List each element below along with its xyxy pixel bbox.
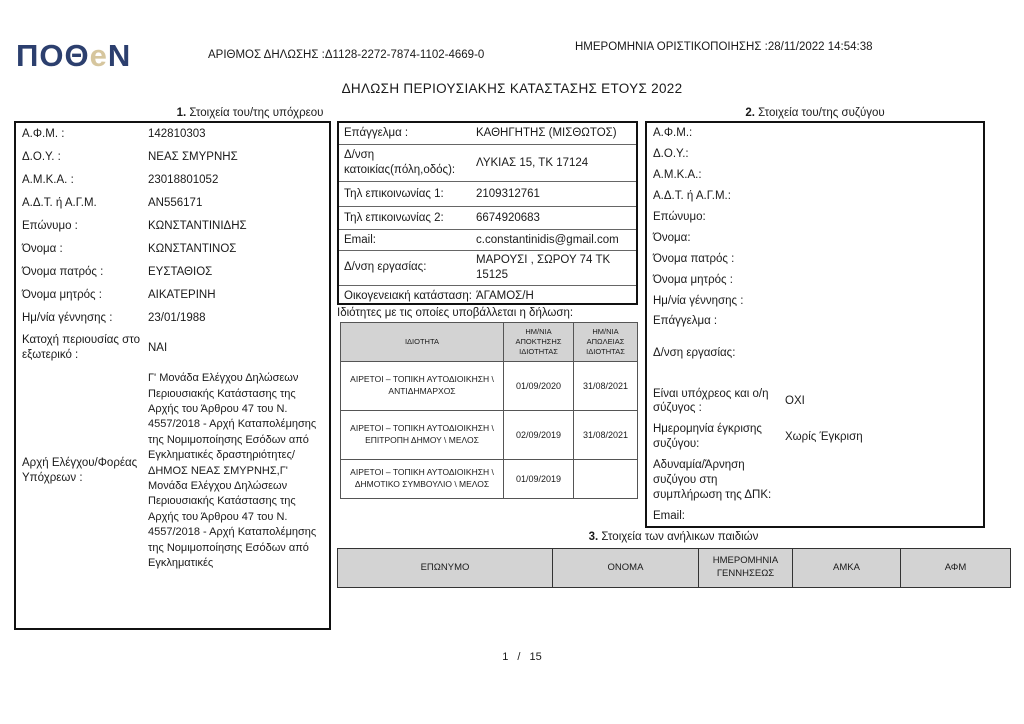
logo-text-right: Ν <box>107 38 132 73</box>
field-row-phone1 <box>339 182 636 207</box>
table-row <box>341 411 638 460</box>
field-label: Α.Δ.Τ. ή Α.Γ.Μ. <box>22 196 97 209</box>
field-value: 142810303 <box>148 128 206 140</box>
capacities-caption: Ιδιότητες με τις οποίες υποβάλλεται η δήλωση: <box>337 307 574 319</box>
field-value: 23018801052 <box>148 173 219 186</box>
field-row-doy <box>16 146 329 169</box>
section1-heading <box>90 107 410 119</box>
field-row-surname <box>16 215 329 238</box>
field-value <box>785 458 977 503</box>
field-label: Επώνυμο: <box>653 210 706 223</box>
finalization-date-value: 28/11/2022 14:54:38 <box>767 41 873 53</box>
field-value <box>785 314 977 340</box>
field-row-birthdate <box>16 307 329 330</box>
field-row-spouse-refusal <box>647 455 983 506</box>
field-row-adt <box>16 192 329 215</box>
field-value: ΑΙΚΑΤΕΡΙΝΗ <box>148 288 216 301</box>
field-row-spouse-birthdate <box>647 291 983 312</box>
field-row-spouse-doy <box>647 144 983 165</box>
field-value <box>785 189 977 204</box>
field-value <box>785 294 977 309</box>
field-label: Όνομα μητρός : <box>22 288 102 301</box>
capacity-cell: ΑΙΡΕΤΟΙ – ΤΟΠΙΚΗ ΑΥΤΟΔΙΟΙΚΗΣΗ \ ΑΝΤΙΔΗΜΑΡΧΟΣ <box>341 362 504 411</box>
acquired-date-cell: 02/09/2019 <box>504 411 574 460</box>
section1-number: 1. <box>176 107 187 119</box>
field-row-spouse-profession <box>647 311 983 343</box>
field-label: Επάγγελμα : <box>653 315 718 328</box>
page-title: ΔΗΛΩΣΗ ΠΕΡΙΟΥΣΙΑΚΗΣ ΚΑΤΑΣΤΑΣΗΣ ΕΤΟΥΣ 2022 <box>341 81 683 96</box>
field-row-mother-name <box>16 284 329 307</box>
field-value: ΛΥΚΙΑΣ 15, ΤΚ 17124 <box>476 156 589 169</box>
section2-number: 2. <box>745 107 755 119</box>
field-label: Α.Μ.Κ.Α.: <box>653 168 702 181</box>
field-value <box>785 168 977 183</box>
field-row-marital-status <box>339 286 636 305</box>
field-value: ΟΧΙ <box>785 394 805 407</box>
logo-text-accent: e <box>89 38 108 73</box>
field-value: ΝΕΑΣ ΣΜΥΡΝΗΣ <box>148 150 238 163</box>
field-label: Είναι υπόχρεος και ο/η σύζυγος : <box>653 387 769 415</box>
field-label: Επάγγελμα : <box>344 127 409 140</box>
field-label: Ημερομηνία έγκρισης συζύγου: <box>653 423 762 451</box>
field-row-profession <box>339 123 636 145</box>
page-number <box>0 651 1024 663</box>
field-label: Α.Μ.Κ.Α. : <box>22 173 74 186</box>
field-value <box>785 509 977 525</box>
field-label: Οικογενειακή κατάσταση: <box>344 290 472 303</box>
field-label: Ημ/νία γέννησης : <box>653 294 744 307</box>
pothen-logo <box>16 40 131 71</box>
children-header-row <box>338 549 1011 588</box>
field-label: Επώνυμο : <box>22 219 78 232</box>
field-label: Δ/νση εργασίας: <box>653 347 736 360</box>
field-value <box>785 252 977 267</box>
field-label: Α.Φ.Μ. : <box>22 128 65 140</box>
field-value: ΜΑΡΟΥΣΙ , ΣΩΡΟΥ 74 ΤΚ 15125 <box>476 254 611 281</box>
field-label: Δ.Ο.Υ. : <box>22 150 61 163</box>
field-row-spouse-firstname <box>647 228 983 249</box>
name-column-header: ΟΝΟΜΑ <box>553 549 699 588</box>
field-label: Όνομα πατρός : <box>22 265 104 278</box>
acquired-date-cell: 01/09/2020 <box>504 362 574 411</box>
field-value: 2109312761 <box>476 187 540 200</box>
field-value: Χωρίς Έγκριση <box>785 430 863 443</box>
field-row-email <box>339 230 636 251</box>
declaration-number-label: ΑΡΙΘΜΟΣ ΔΗΛΩΣΗΣ : <box>208 49 325 61</box>
field-label: Δ/νση κατοικίας(πόλη,οδός): <box>344 149 456 176</box>
field-row-spouse-email <box>647 506 983 528</box>
field-label: Αρχή Ελέγχου/Φορέας Υπόχρεων : <box>22 457 138 485</box>
lost-column-header: ΗΜ/ΝΙΑ ΑΠΩΛΕΙΑΣ ΙΔΙΟΤΗΤΑΣ <box>574 323 638 362</box>
lost-date-cell: 31/08/2021 <box>574 411 638 460</box>
surname-column-header: ΕΠΩΝΥΜΟ <box>338 549 553 588</box>
field-row-spouse-afm <box>647 123 983 144</box>
field-row-afm <box>16 123 329 146</box>
section1-title: Στοιχεία του/της υπόχρεου <box>186 107 324 119</box>
field-value: ΚΑΘΗΓΗΤΗΣ (ΜΙΣΘΩΤΟΣ) <box>476 127 617 140</box>
field-value: ΚΩΝΣΤΑΝΤΙΝΙΔΗΣ <box>148 219 247 232</box>
capacity-cell: ΑΙΡΕΤΟΙ – ΤΟΠΙΚΗ ΑΥΤΟΔΙΟΙΚΗΣΗ \ ΔΗΜΟΤΙΚΟ ΣΥΜΒΟΥΛΙΟ \ ΜΕΛΟΣ <box>341 460 504 499</box>
amka-column-header: ΑΜΚΑ <box>793 549 901 588</box>
birthdate-column-header: ΗΜΕΡΟΜΗΝΙΑ ΓΕΝΝΗΣΕΩΣ <box>699 549 793 588</box>
capacity-cell: ΑΙΡΕΤΟΙ – ΤΟΠΙΚΗ ΑΥΤΟΔΙΟΙΚΗΣΗ \ ΕΠΙΤΡΟΠΗ ΔΗΜΟΥ \ ΜΕΛΟΣ <box>341 411 504 460</box>
field-row-spouse-approval-date <box>647 419 983 455</box>
section2-title: Στοιχεία του/της συζύγου <box>754 107 885 119</box>
current-page: 1 <box>502 651 509 663</box>
field-label: Ημ/νία γέννησης : <box>22 311 113 324</box>
field-label: Όνομα : <box>22 242 63 255</box>
field-value <box>785 346 977 380</box>
lost-date-cell: 31/08/2021 <box>574 362 638 411</box>
field-label: Τηλ επικοινωνίας 1: <box>344 187 444 200</box>
field-row-firstname <box>16 238 329 261</box>
field-value <box>785 210 977 225</box>
total-pages: 15 <box>529 651 542 663</box>
capacity-column-header: ΙΔΙΟΤΗΤΑ <box>341 323 504 362</box>
field-value: 23/01/1988 <box>148 311 206 324</box>
field-row-spouse-father-name <box>647 249 983 270</box>
field-value <box>785 126 977 141</box>
field-value <box>785 231 977 246</box>
field-value: 6674920683 <box>476 211 540 224</box>
field-row-phone2 <box>339 207 636 230</box>
finalization-date-line <box>575 41 873 53</box>
field-label: Αδυναμία/Άρνηση συζύγου στη συμπλήρωση της ΔΠΚ: <box>653 459 772 502</box>
field-value: AN556171 <box>148 196 203 209</box>
afm-column-header: ΑΦΜ <box>901 549 1011 588</box>
field-row-foreign-property <box>16 329 329 367</box>
field-value: c.constantinidis@gmail.com <box>476 233 619 246</box>
table-row <box>341 460 638 499</box>
obligor-contact-box <box>337 121 638 305</box>
children-table <box>337 548 1011 588</box>
field-label: Όνομα: <box>653 231 691 244</box>
field-label: Δ.Ο.Υ.: <box>653 147 689 160</box>
field-row-spouse-mother-name <box>647 270 983 291</box>
field-value: ΕΥΣΤΑΘΙΟΣ <box>148 265 213 278</box>
field-row-spouse-surname <box>647 207 983 228</box>
field-row-spouse-adt <box>647 186 983 207</box>
lost-date-cell <box>574 460 638 499</box>
acquired-date-cell: 01/09/2019 <box>504 460 574 499</box>
field-value: Γ' Μονάδα Ελέγχου Δηλώσεων Περιουσιακής Κατάστασης της Αρχής του Άρθρου 47 του Ν. 4557/2018 - Αρχή Καταπολέμησης της Νομιμοποίησης Εσόδων από Εγκληματικές δραστηριότητες/ΔΗΜΟΣ ΝΕΑΣ ΣΜΥΡΝΗΣ,Γ' Μονάδα Ελέγχου Δηλώσεων Περιουσιακής Κατάστασης της Αρχής του Άρθρου 47 του Ν. 4557/2018 - Αρχή Καταπολέμησης της Νομιμοποίησης Εσόδων από Εγκληματικές <box>148 372 317 569</box>
field-label: Email: <box>653 510 685 523</box>
field-row-home-address <box>339 145 636 182</box>
field-label: Α.Δ.Τ. ή Α.Γ.Μ.: <box>653 189 731 202</box>
field-label: Κατοχή περιουσίας στο εξωτερικό : <box>22 334 141 362</box>
field-value: ΝΑΙ <box>148 341 168 354</box>
acquired-column-header: ΗΜ/ΝΙΑ ΑΠΟΚΤΗΣΗΣ ΙΔΙΟΤΗΤΑΣ <box>504 323 574 362</box>
spouse-details-box <box>645 121 985 528</box>
field-row-amka <box>16 169 329 192</box>
capacities-header-row <box>341 323 638 362</box>
field-row-audit-authority <box>16 367 329 575</box>
field-row-spouse-also-obligor <box>647 383 983 419</box>
section2-heading <box>645 107 985 119</box>
field-label: Email: <box>344 233 376 246</box>
field-value: ΆΓΑΜΟΣ/Η <box>476 290 534 303</box>
declaration-number-value: Δ1128-2272-7874-1102-4669-0 <box>324 49 485 61</box>
finalization-date-label: ΗΜΕΡΟΜΗΝΙΑ ΟΡΙΣΤΙΚΟΠΟΙΗΣΗΣ : <box>575 41 768 53</box>
obligor-details-box <box>14 121 331 630</box>
field-value <box>785 273 977 288</box>
field-row-spouse-work-address <box>647 343 983 383</box>
field-row-spouse-amka <box>647 165 983 186</box>
page-separator: / <box>517 651 521 663</box>
section3-title: Στοιχεία των ανήλικων παιδιών <box>598 531 759 543</box>
field-label: Όνομα μητρός : <box>653 273 733 286</box>
table-row <box>341 362 638 411</box>
field-label: Α.Φ.Μ.: <box>653 127 693 139</box>
field-label: Τηλ επικοινωνίας 2: <box>344 211 444 224</box>
field-label: Δ/νση εργασίας: <box>344 261 427 274</box>
field-value <box>785 147 977 162</box>
section3-heading <box>337 531 1010 543</box>
logo-text-left: ΠΟΘ <box>16 38 90 73</box>
declaration-number-line <box>208 49 484 61</box>
field-row-work-address <box>339 251 636 286</box>
field-row-father-name <box>16 261 329 284</box>
field-label: Όνομα πατρός : <box>653 252 735 265</box>
section3-number: 3. <box>588 531 599 543</box>
capacities-table <box>340 322 638 499</box>
field-value: ΚΩΝΣΤΑΝΤΙΝΟΣ <box>148 242 237 255</box>
